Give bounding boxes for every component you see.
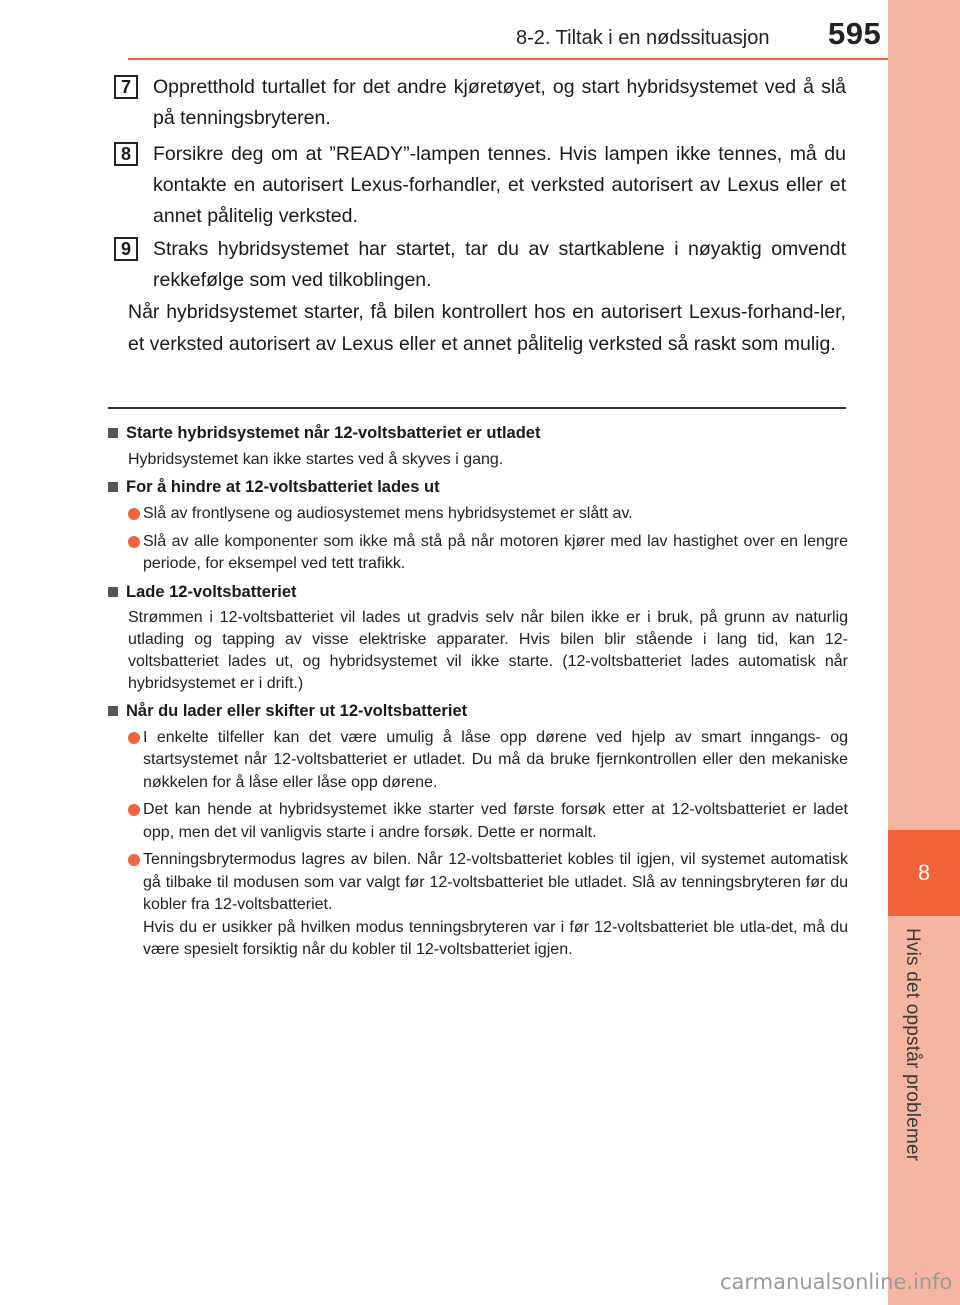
bullet-continuation: Hvis du er usikker på hvilken modus tenningsbryteren var i før 12-voltsbatteriet ble utla-det, må du være spesielt forsiktig når du kobler til 12-voltsbatteriet igjen.: [143, 918, 848, 958]
circle-bullet-icon: [128, 854, 140, 866]
after-steps-paragraph: Når hybridsystemet starter, få bilen kontrollert hos en autorisert Lexus-forhand-ler, et verksted autorisert av Lexus eller et annet pålitelig verksted så raskt som mulig.: [128, 301, 846, 355]
note-title: For å hindre at 12-voltsbatteriet lades ut: [126, 478, 440, 496]
list-item: Tenningsbrytermodus lagres av bilen. Når 12-voltsbatteriet kobles til igjen, vil systemet automatisk gå tilbake til modusen som var valgt før 12-voltsbatteriet ble utladet. Slå av tenningsbryteren før du kobler fra 12-voltsbatteriet. Hvis du er usikker på hvilken modus tenningsbryteren var i før 12-voltsbatteriet ble utla-det, må du være spesielt forsiktig når du kobler til 12-voltsbatteriet igjen.: [128, 849, 848, 962]
note-replacing-battery: [108, 700, 848, 962]
square-bullet-icon: [108, 587, 118, 597]
note-title: Starte hybridsystemet når 12-voltsbatteriet er utladet: [126, 424, 541, 442]
step-text: Forsikre deg om at ”READY”-lampen tennes. Hvis lampen ikke tennes, må du kontakte en autorisert Lexus-forhandler, et verksted autorisert av Lexus eller et annet pålitelig verksted.: [153, 143, 846, 227]
chapter-tab: [888, 830, 960, 916]
note-starting-discharged: [108, 422, 848, 471]
list-item: Slå av frontlysene og audiosystemet mens hybridsystemet er slått av.: [128, 503, 848, 526]
note-charging-battery: [108, 581, 848, 695]
circle-bullet-icon: [128, 536, 140, 548]
circle-bullet-icon: [128, 732, 140, 744]
circle-bullet-icon: [128, 508, 140, 520]
chapter-title: Hvis det oppstår problemer: [902, 928, 923, 1162]
note-body: Strømmen i 12-voltsbatteriet vil lades ut gradvis selv når bilen ikke er i bruk, på grunn av naturlig utlading og tapping av visse elektriske apparater. Hvis bilen blir stående i lang tid, kan 12-voltsbatteriet lades ut, og hybridsystemet vil ikke starte. (12-voltsbatteriet lades automatisk når hybridsystemet er i drift.): [128, 608, 848, 692]
step-number-box: 9: [114, 237, 138, 261]
notes-section: [108, 422, 848, 967]
page-number: 595: [828, 16, 882, 51]
step-9: [114, 234, 846, 296]
note-body: Hybridsystemet kan ikke startes ved å skyves i gang.: [128, 451, 504, 468]
note-title: Lade 12-voltsbatteriet: [126, 582, 297, 601]
list-item: Slå av alle komponenter som ikke må stå på når motoren kjører med lav hastighet over en lengre periode, for eksempel ved tett trafikk.: [128, 531, 848, 576]
note-title: Når du lader eller skifter ut 12-voltsbatteriet: [126, 701, 468, 720]
step-text: Straks hybridsystemet har startet, tar du av startkablene i nøyaktig omvendt rekkefølge som ved tilkoblingen.: [153, 238, 846, 291]
list-item: Det kan hende at hybridsystemet ikke starter ved første forsøk etter at 12-voltsbatteriet er ladet opp, men det vil vanligvis starte i andre forsøk. Dette er normalt.: [128, 799, 848, 844]
step-number-box: 8: [114, 142, 138, 166]
note-prevent-discharge: [108, 476, 848, 576]
circle-bullet-icon: [128, 804, 140, 816]
square-bullet-icon: [108, 428, 118, 438]
step-text: Oppretthold turtallet for det andre kjøretøyet, og start hybridsystemet ved å slå på tenningsbryteren.: [153, 76, 846, 129]
chapter-number: 8: [917, 860, 931, 885]
step-7: [114, 72, 846, 134]
list-item: I enkelte tilfeller kan det være umulig å låse opp dørene ved hjelp av smart inngangs- og startsystemet når 12-voltsbatteriet er utladet. Du må da bruke fjernkontrollen eller den mekaniske nøkkelen for å låse eller låse opp dørene.: [128, 727, 848, 795]
square-bullet-icon: [108, 482, 118, 492]
step-number-box: 7: [114, 75, 138, 99]
header-rule: [128, 58, 888, 60]
watermark: carmanualsonline.info: [720, 1270, 953, 1294]
section-title: 8-2. Tiltak i en nødssituasjon: [516, 27, 770, 49]
step-8: [114, 139, 846, 232]
square-bullet-icon: [108, 706, 118, 716]
section-divider: [108, 407, 846, 409]
